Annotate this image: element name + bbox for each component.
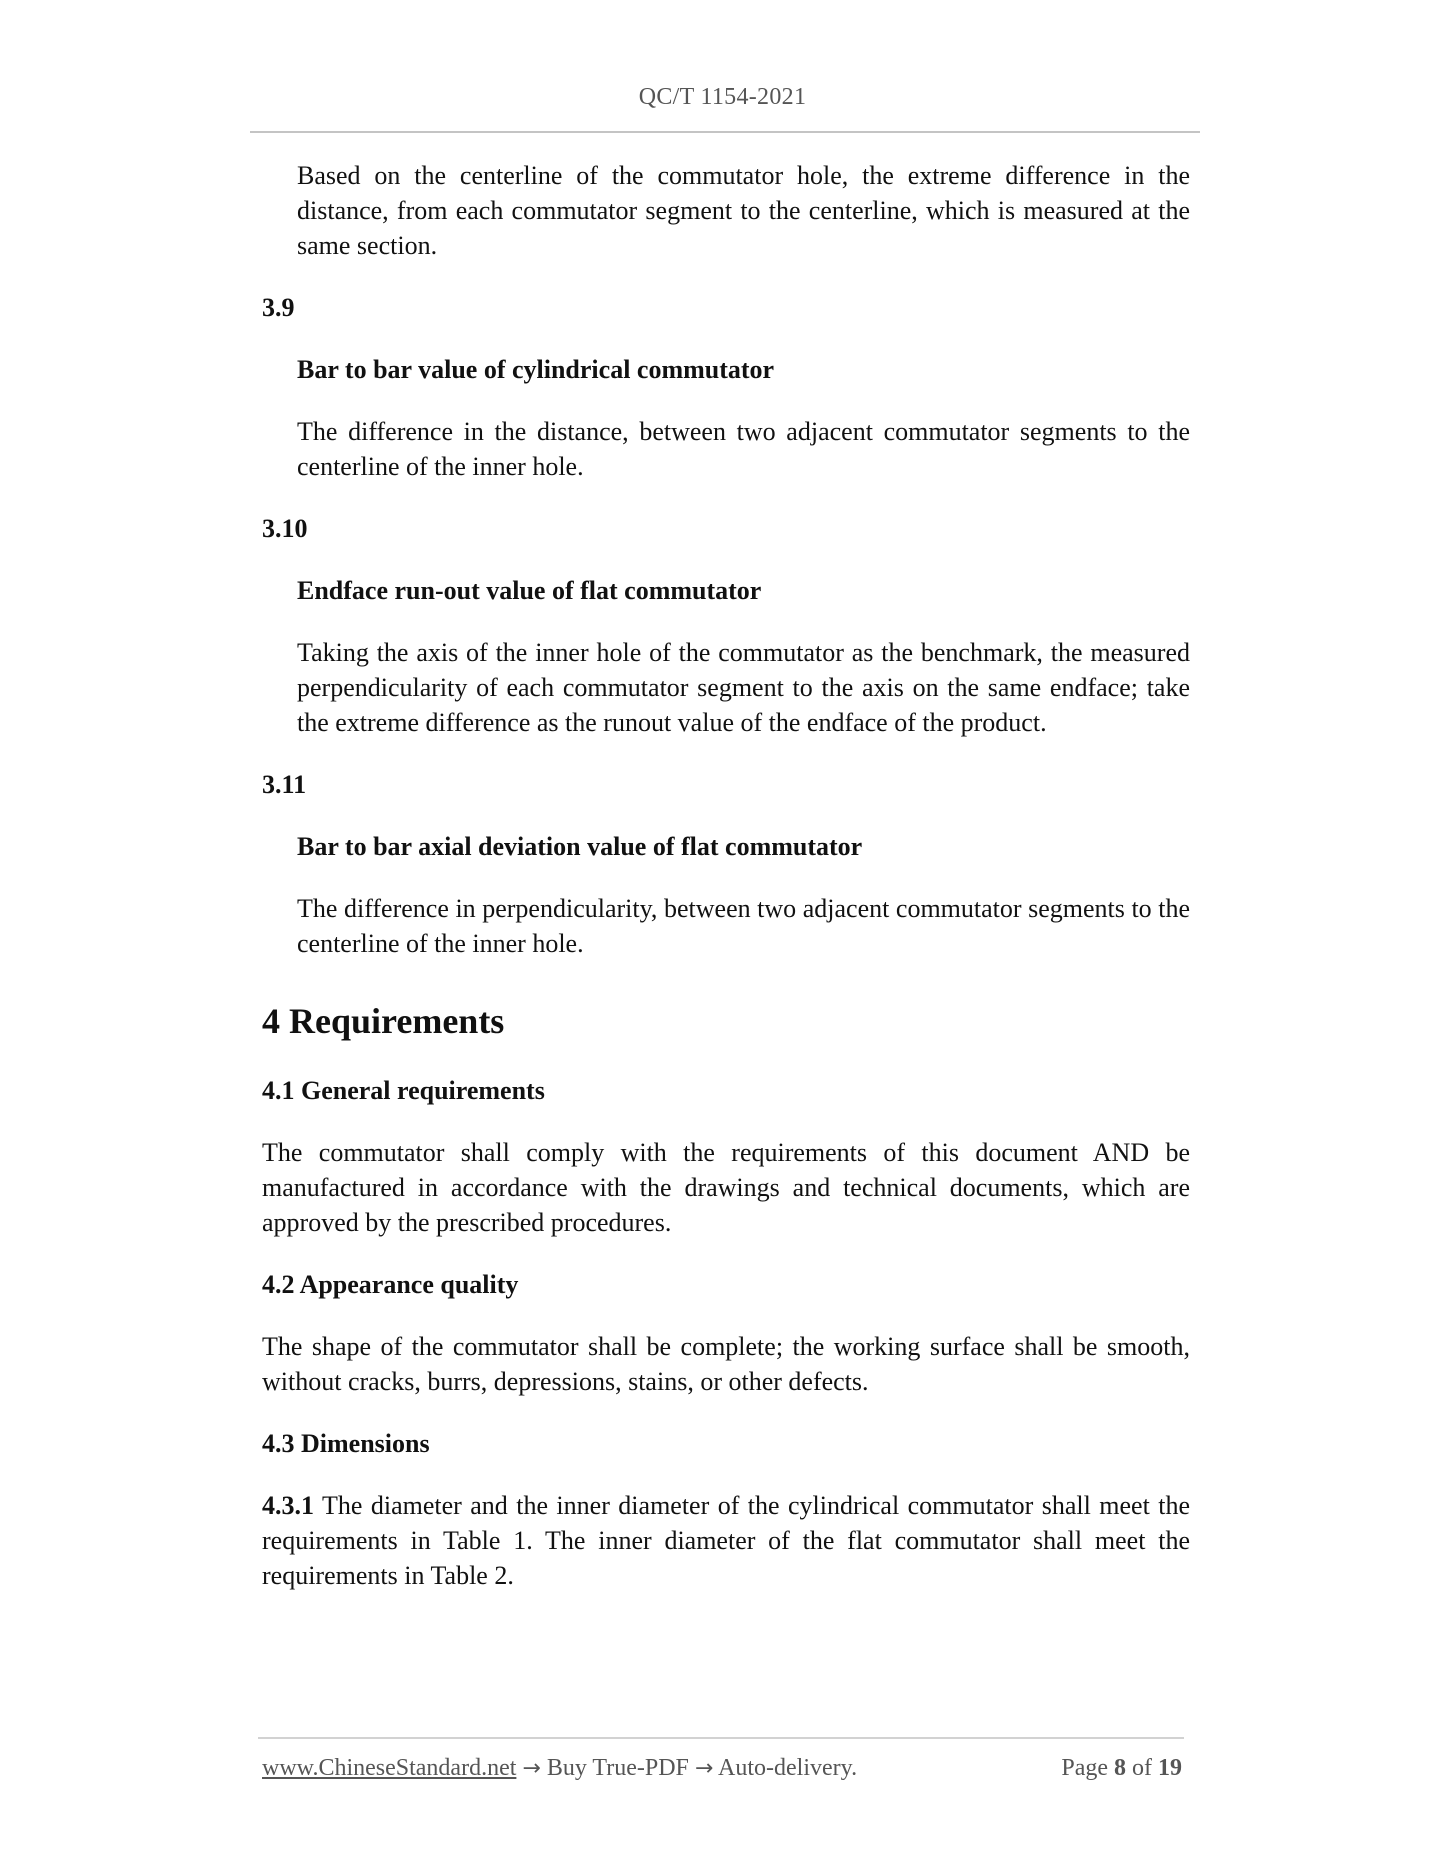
term-title-3-11: Bar to bar axial deviation value of flat commutator — [297, 832, 863, 861]
page-of-label: of — [1132, 1755, 1152, 1781]
auto-delivery-text: Auto-delivery. — [713, 1755, 858, 1781]
section-4-2-heading: 4.2 Appearance quality — [262, 1270, 519, 1299]
term-title-3-9: Bar to bar value of cylindrical commutator — [297, 355, 775, 384]
footer-promo — [262, 1755, 857, 1782]
term-definition-3-10: Taking the axis of the inner hole of the commutator as the benchmark, the measured perpendicularity of each commutator segment to the axis on the same endface; take the extreme difference as the runout value of the endface of the product. — [297, 638, 1190, 737]
term-number-3-10: 3.10 — [262, 514, 308, 543]
intro-paragraph: Based on the centerline of the commutator hole, the extreme difference in the distance, from each commutator segment to the centerline, which is measured at the same section. — [297, 161, 1190, 260]
document-code-header: QC/T 1154-2021 — [638, 84, 807, 110]
term-definition-3-11: The difference in perpendicularity, between two adjacent commutator segments to the centerline of the inner hole. — [297, 894, 1190, 958]
header-divider — [250, 131, 1200, 133]
footer-divider — [258, 1737, 1184, 1739]
site-link[interactable]: www.ChineseStandard.net — [262, 1755, 517, 1781]
section-4-1-text: The commutator shall comply with the requirements of this document AND be manufactured in accordance with the drawings and technical documents, which are approved by the prescribed procedures. — [262, 1138, 1190, 1237]
section-4-3-1-paragraph — [262, 1488, 1190, 1593]
page-current: 8 — [1114, 1755, 1126, 1781]
page-indicator — [1061, 1755, 1182, 1782]
buy-true-pdf-text: Buy True-PDF — [540, 1755, 695, 1781]
term-title-3-10: Endface run-out value of flat commutator — [297, 576, 762, 605]
section-4-1-heading: 4.1 General requirements — [262, 1076, 545, 1105]
section-4-3-1-text: The diameter and the inner diameter of the cylindrical commutator shall meet the requirements in Table 1. The inner diameter of the flat commutator shall meet the requirements in Table 2. — [262, 1491, 1190, 1590]
page-label: Page — [1061, 1755, 1108, 1781]
term-number-3-9: 3.9 — [262, 293, 295, 322]
section-4-heading: 4 Requirements — [262, 1001, 505, 1041]
page-body — [262, 158, 1190, 1593]
arrow-right-icon: → — [522, 1756, 541, 1781]
section-4-3-heading: 4.3 Dimensions — [262, 1429, 430, 1458]
section-4-3-1-label: 4.3.1 — [262, 1491, 314, 1520]
page-footer — [262, 1755, 1182, 1787]
page-total: 19 — [1158, 1755, 1182, 1781]
term-definition-3-9: The difference in the distance, between two adjacent commutator segments to the centerline of the inner hole. — [297, 417, 1190, 481]
term-number-3-11: 3.11 — [262, 770, 307, 799]
arrow-right-icon: → — [694, 1756, 714, 1781]
section-4-2-text: The shape of the commutator shall be complete; the working surface shall be smooth, without cracks, burrs, depressions, stains, or other defects. — [262, 1332, 1190, 1396]
